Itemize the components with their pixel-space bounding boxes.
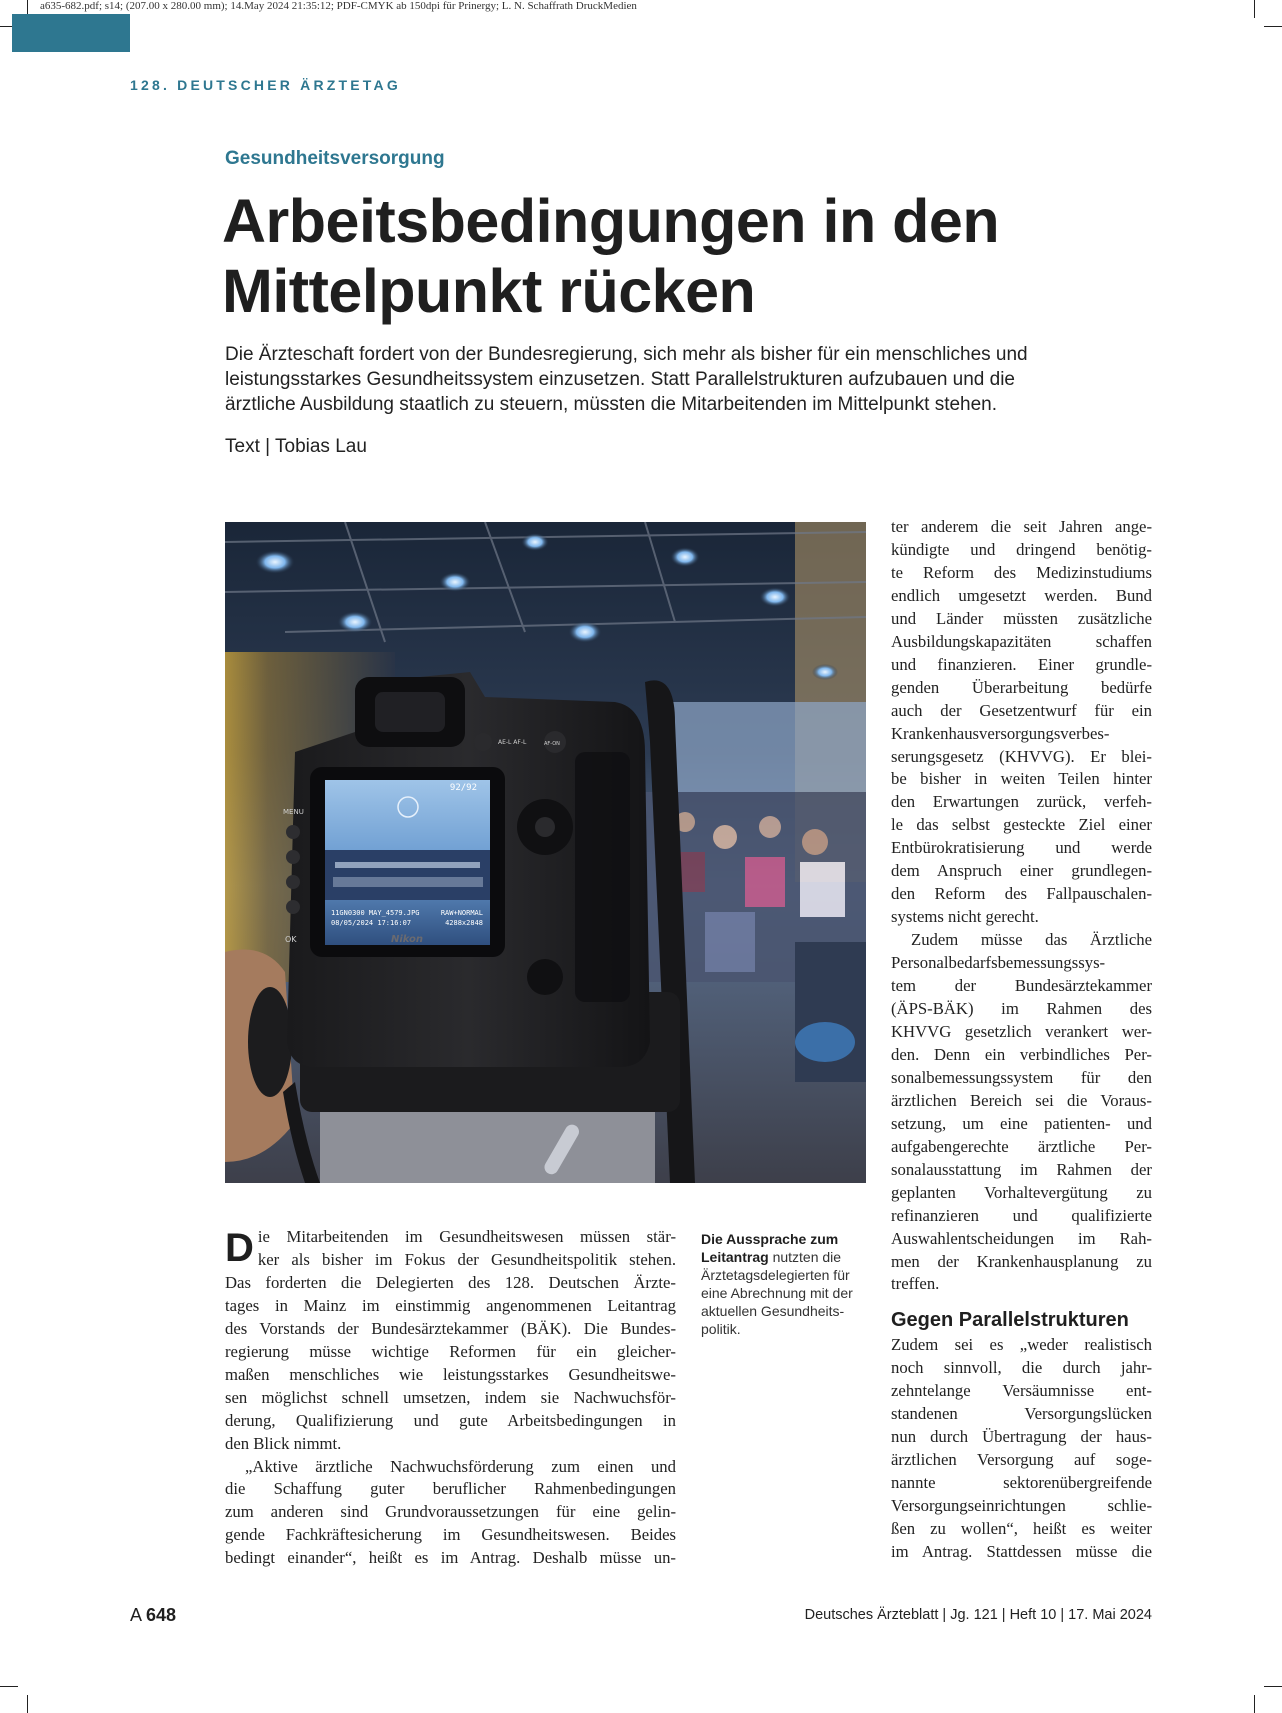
- lead-line: leistungsstarkes Gesundheitssystem einzusetzen. Statt Parallelstrukturen aufzubauen und die: [225, 369, 1016, 390]
- crop-mark: [27, 1695, 28, 1713]
- body-line: den Erwartungen zurück, verfeh-: [891, 792, 1152, 812]
- body-line: zehntelange Versäumnisse ent-: [891, 1381, 1152, 1401]
- caption-bold: Die Aussprache zum: [701, 1231, 839, 1247]
- crop-mark: [0, 1686, 18, 1687]
- body-line: ie Mitarbeitenden im Gesundheitswesen müssen stär-: [257, 1227, 676, 1246]
- paragraph: [891, 1334, 1152, 1564]
- ae-af-label: AE-L AF-L: [498, 739, 527, 746]
- body-line: nun durch Übertragung der haus-: [891, 1427, 1152, 1447]
- body-line: KHVVG gesetzlich verankert wer-: [891, 1021, 1152, 1041]
- body-line: dem Anspruch einer grundlegen-: [891, 861, 1152, 881]
- crop-mark: [1254, 0, 1255, 18]
- caption-line: aktuellen Gesundheits-: [701, 1303, 845, 1319]
- body-line: men der Krankenhausplanung zu: [891, 1251, 1152, 1271]
- body-line: derung, Qualifizierung und gute Arbeitsbedingungen in: [225, 1410, 676, 1430]
- article-photo: [225, 522, 866, 1183]
- body-line: ärztlichen Bereich sei die Voraus-: [891, 1090, 1152, 1110]
- screen-resolution: 4288x2848: [445, 919, 483, 927]
- caption-line: politik.: [701, 1321, 741, 1337]
- paragraph: [891, 929, 1152, 1296]
- caption-text: nutzten die: [768, 1249, 842, 1265]
- journal-info: Deutsches Ärzteblatt | Jg. 121 | Heft 10 | 17. Mai 2024: [804, 1607, 1152, 1623]
- body-line: be bisher in weiten Teilen hinter: [891, 769, 1152, 789]
- body-line: (ÄPS-BÄK) im Rahmen des: [891, 999, 1152, 1019]
- body-line: zum anderen sind Grundvoraussetzungen für eine gelin-: [225, 1502, 676, 1522]
- page-prefix: A: [130, 1605, 142, 1625]
- byline: Text | Tobias Lau: [225, 436, 367, 457]
- body-line: treffen.: [891, 1274, 940, 1294]
- body-line: Zudem sei es „weder realistisch: [891, 1335, 1152, 1355]
- lead-line: ärztliche Ausbildung staatlich zu steuern, müssten die Mitarbeitenden im Mittelpunkt stehen.: [225, 394, 998, 415]
- caption-line: Ärztetagsdelegierten für: [701, 1267, 850, 1283]
- body-line: le das selbst gesteckte Ziel einer: [891, 815, 1152, 835]
- body-line: geplanten Vorhaltevergütung zu: [891, 1182, 1152, 1202]
- body-line: Ausbildungskapazitäten schaffen: [891, 631, 1152, 651]
- subheading: Gegen Parallelstrukturen: [891, 1309, 1129, 1332]
- body-line: kündigte und dringend benötig-: [891, 539, 1152, 559]
- body-line: nannte sektorenübergreifende: [891, 1473, 1152, 1493]
- paragraph: [891, 516, 1152, 929]
- headline-line: Arbeitsbedingungen in den: [222, 187, 1000, 255]
- body-column-right: [891, 516, 1152, 1564]
- body-line: den Blick nimmt.: [225, 1433, 342, 1453]
- ok-label: OK: [285, 935, 297, 944]
- body-line: Krankenhausversorgungsverbes-: [891, 723, 1110, 743]
- body-line: „Aktive ärztliche Nachwuchsförderung zum einen und: [245, 1456, 676, 1476]
- photo-caption: [701, 1230, 861, 1338]
- body-line: setzung, um eine patienten- und: [891, 1113, 1152, 1133]
- body-line: ter anderem die seit Jahren ange-: [891, 517, 1152, 536]
- caption-line: eine Abrechnung mit der: [701, 1285, 853, 1301]
- body-line: regierung müsse wichtige Reformen für ein gleicher-: [225, 1341, 676, 1361]
- headline: [222, 186, 1202, 326]
- menu-label: MENU: [283, 808, 304, 816]
- body-line: ker als bisher im Fokus der Gesundheitspolitik stehen.: [257, 1249, 676, 1269]
- body-line: gende Fachkräftesicherung im Gesundheitswesen. Beides: [225, 1525, 676, 1545]
- section-color-tab: [12, 14, 130, 52]
- body-column-left: [225, 1226, 676, 1570]
- lead-paragraph: [225, 342, 1075, 417]
- body-line: auch der Gesetzentwurf für ein: [891, 700, 1152, 720]
- caption-bold: Leitantrag: [701, 1249, 769, 1265]
- body-line: standenen Versorgungslücken: [891, 1404, 1152, 1424]
- print-header: a635-682.pdf; s14; (207.00 x 280.00 mm); 14.May 2024 21:35:12; PDF-CMYK ab 150dpi für Prinergy; L. N. Schaffrath DruckMedien: [40, 0, 637, 12]
- body-line: Personalbedarfsbemessungssys-: [891, 953, 1106, 973]
- body-line: tem der Bundesärztekammer: [891, 976, 1152, 996]
- body-line: systems nicht gerecht.: [891, 907, 1039, 927]
- body-line: serungsgesetz (KHVVG). Er blei-: [891, 746, 1152, 766]
- kicker: Gesundheitsversorgung: [225, 148, 445, 169]
- screen-file-info: 11GN0300 MAY_4579.JPG: [331, 909, 420, 917]
- screen-quality: RAW+NORMAL: [440, 909, 483, 917]
- crop-mark: [1254, 1695, 1255, 1713]
- body-line: aufgabengerechte ärztliche Per-: [891, 1136, 1152, 1156]
- section-label: 128. DEUTSCHER ÄRZTETAG: [130, 77, 401, 93]
- body-line: sonalausstattung im Rahmen der: [891, 1159, 1152, 1179]
- crop-mark: [1264, 1686, 1282, 1687]
- body-line: tages in Mainz im einstimmig angenommenen Leitantrag: [225, 1295, 676, 1315]
- af-on-label: AF-ON: [544, 741, 560, 747]
- body-line: Das forderten die Delegierten des 128. Deutschen Ärzte-: [225, 1272, 676, 1292]
- body-line: und Länder müssten zusätzliche: [891, 608, 1152, 628]
- body-line: Versorgungseinrichtungen schlie-: [891, 1496, 1152, 1516]
- body-line: ßen zu wollen“, heißt es weiter: [891, 1519, 1152, 1539]
- body-line: noch sinnvoll, die durch jahr-: [891, 1358, 1152, 1378]
- body-line: refinanzieren und qualifizierte: [891, 1205, 1152, 1225]
- body-line: den Reform des Fallpauschalen-: [891, 884, 1152, 904]
- body-line: sen möglichst schnell umsetzen, indem sie Nachwuchsför-: [225, 1387, 676, 1407]
- body-line: die Schaffung guter beruflicher Rahmenbedingungen: [225, 1479, 676, 1499]
- body-line: Zudem müsse das Ärztliche: [911, 930, 1152, 950]
- body-line: sonalbemessungssystem für den: [891, 1067, 1152, 1087]
- body-line: endlich umgesetzt werden. Bund: [891, 585, 1152, 605]
- body-line: im Antrag. Stattdessen müsse die: [891, 1541, 1152, 1561]
- camera-brand: Nikon: [390, 934, 424, 945]
- body-line: te Reform des Medizinstudiums: [891, 562, 1152, 582]
- body-line: den. Denn ein verbindliches Per-: [891, 1044, 1152, 1064]
- body-line: Entbürokratisierung und werde: [891, 838, 1152, 858]
- camera-photo-illustration: [225, 522, 866, 1183]
- body-line: Auswahlentscheidungen im Rah-: [891, 1228, 1152, 1248]
- lead-line: Die Ärzteschaft fordert von der Bundesregierung, sich mehr als bisher für ein menschliches und: [225, 344, 1028, 365]
- body-line: genden Überarbeitung bedürfe: [891, 677, 1152, 697]
- body-line: des Vorstands der Bundesärztekammer (BÄK). Die Bundes-: [225, 1318, 676, 1338]
- page-number-value: 648: [146, 1605, 177, 1625]
- body-line: maßen menschliches wie leistungsstarkes Gesundheitswe-: [225, 1364, 676, 1384]
- crop-mark: [1264, 26, 1282, 27]
- body-line: und finanzieren. Einer grundle-: [891, 654, 1152, 674]
- page-number: [130, 1605, 176, 1626]
- body-line: bedingt einander“, heißt es im Antrag. Deshalb müsse un-: [225, 1548, 676, 1568]
- headline-line: Mittelpunkt rücken: [222, 257, 756, 325]
- screen-counter: 92/92: [449, 783, 477, 793]
- screen-timestamp: 08/05/2024 17:16:07: [331, 919, 412, 927]
- body-line: ärztlichen Versorgung auf soge-: [891, 1450, 1152, 1470]
- drop-cap: D: [225, 1226, 254, 1270]
